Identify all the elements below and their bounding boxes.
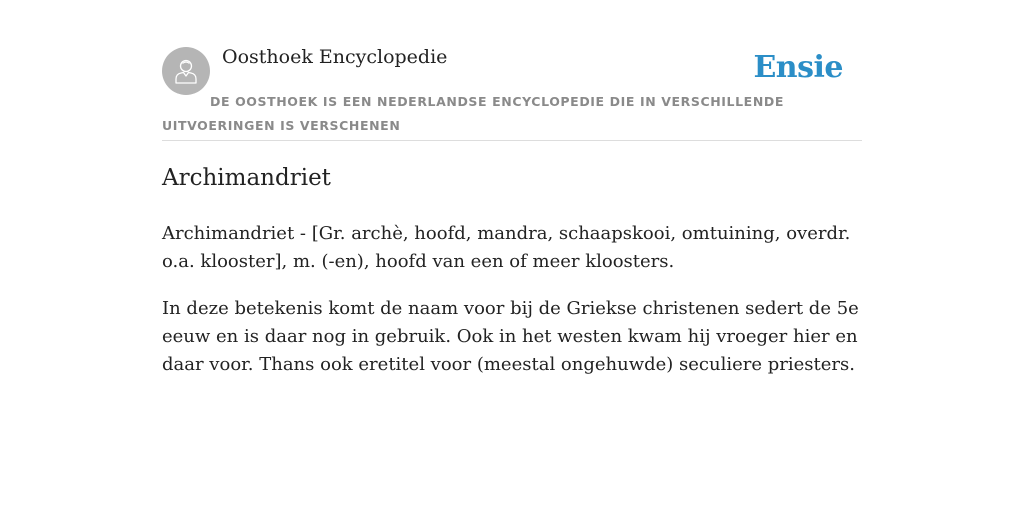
source-title[interactable]: Oosthoek Encyclopedie bbox=[222, 46, 448, 68]
avatar[interactable] bbox=[162, 47, 210, 95]
article bbox=[162, 160, 862, 398]
article-paragraph: In deze betekenis komt de naam voor bij de Griekse christenen sedert de 5e eeuw en is daar nog in gebruik. Ook in het westen kwam hij vroeger hier en daar voor. Thans ook eretitel voor (meestal ongehuwde) seculiere priesters. bbox=[162, 298, 859, 375]
user-icon bbox=[171, 56, 201, 86]
source-description: DE OOSTHOEK IS EEN NEDERLANDSE ENCYCLOPEDIE DIE IN VERSCHILLENDE UITVOERINGEN IS VERSCHENEN bbox=[162, 94, 784, 133]
source-header bbox=[162, 44, 862, 141]
brand-logo[interactable]: Ensie bbox=[753, 50, 843, 85]
article-title: Archimandriet bbox=[162, 165, 331, 191]
article-paragraph: Archimandriet - [Gr. archè, hoofd, mandra, schaapskooi, omtuining, overdr. o.a. klooster], m. (-en), hoofd van een of meer kloosters. bbox=[162, 223, 851, 272]
